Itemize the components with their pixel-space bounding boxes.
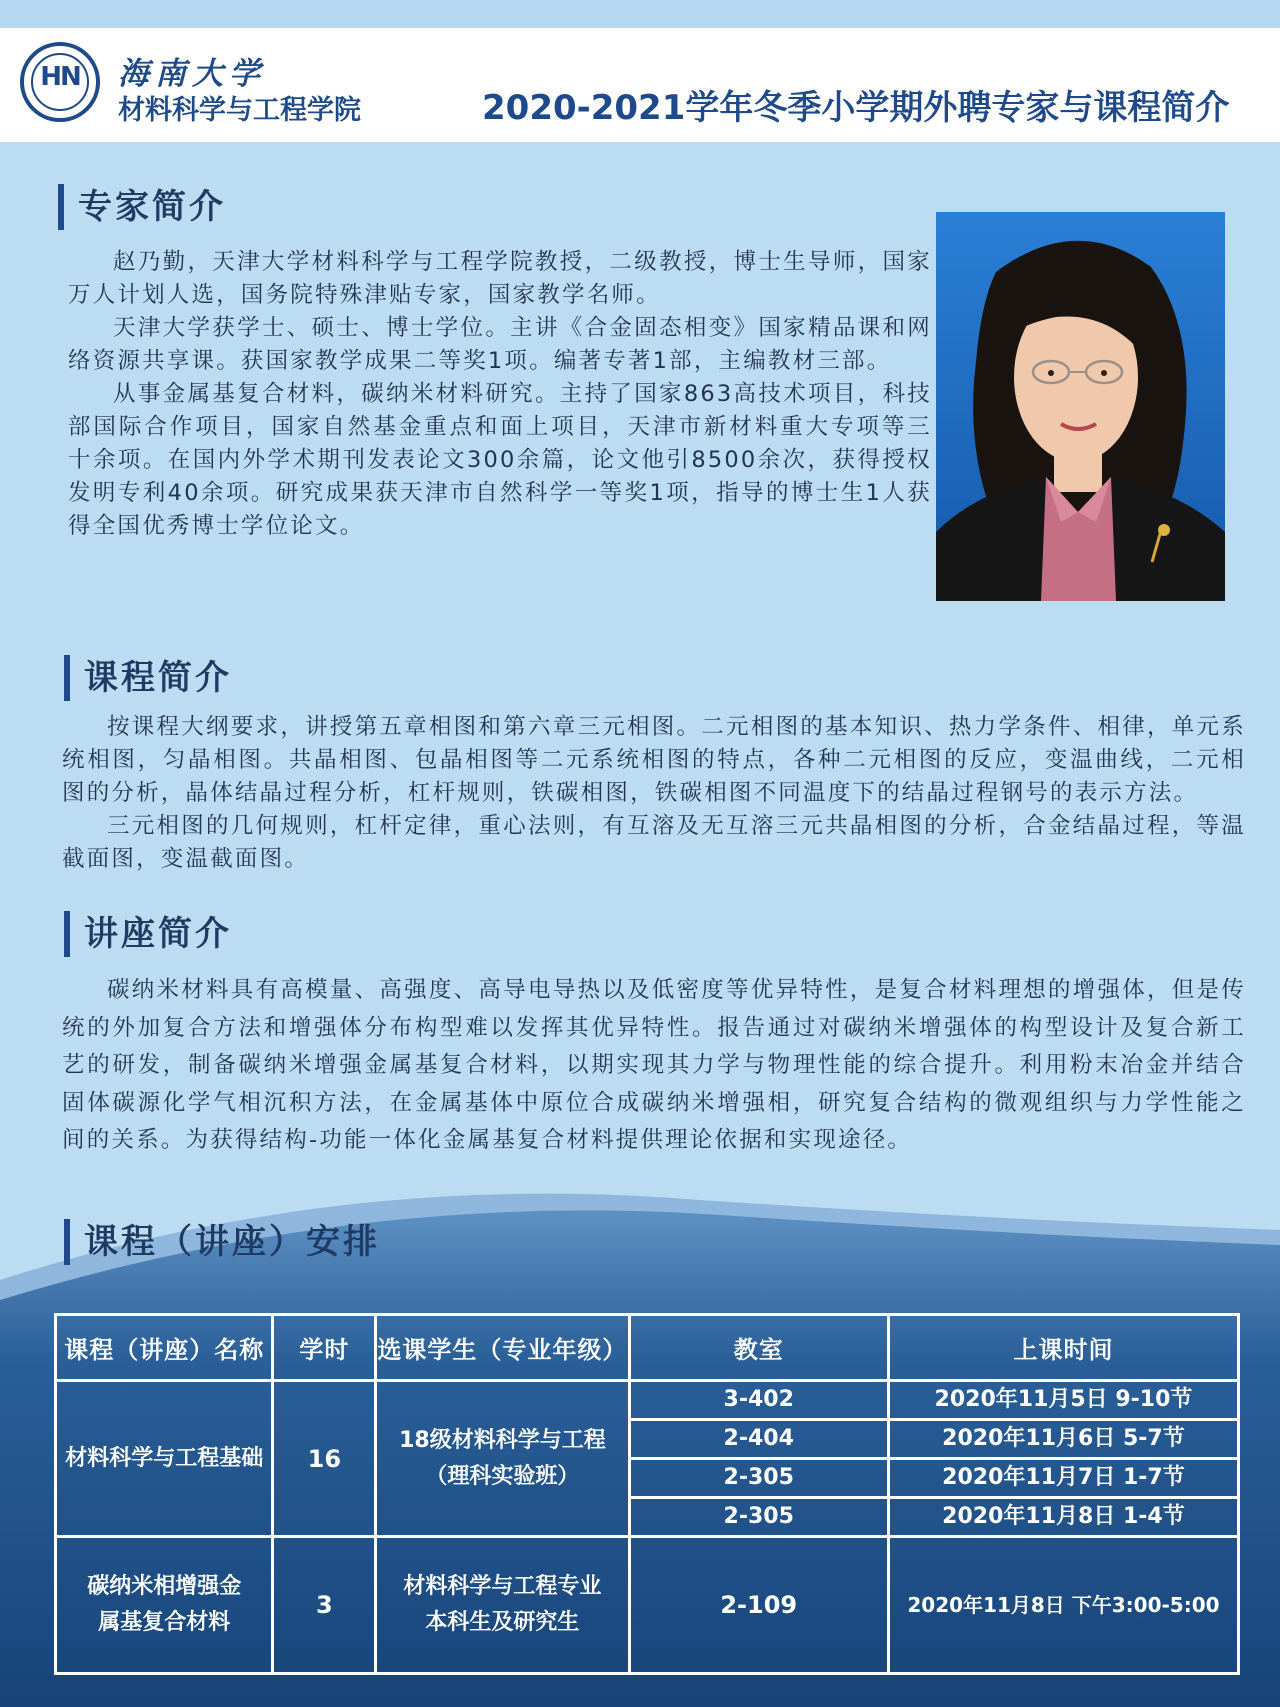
university-name: 海南大学 [118,56,266,92]
course-heading: 课程简介 [64,655,232,701]
course-name-cell [56,1537,273,1674]
column-header: 学时 [273,1315,376,1381]
students-line: 18级材料科学与工程 [399,1427,606,1453]
hours-cell: 16 [273,1381,376,1537]
expert-text [68,246,932,543]
course-name-line: 属基复合材料 [98,1610,231,1635]
course-name-line: 碳纳米相增强金 [87,1574,242,1599]
room-cell: 2-305 [629,1459,888,1498]
room-cell: 2-305 [629,1498,888,1537]
expert-paragraph: 从事金属基复合材料，碳纳米材料研究。主持了国家863高技术项目，科技部国际合作项目，国家自然基金重点和面上项目，天津市新材料重大专项等三十余项。在国内外学术期刊发表论文300余篇，论文他引8500余次，获得授权发明专利40余项。研究成果获天津市自然科学一等奖1项，指导的博士生1人获得全国优秀博士学位论文。 [68,381,932,539]
page-title: 2020-2021学年冬季小学期外聘专家与课程简介 [482,88,1230,128]
students-cell [376,1537,629,1674]
expert-photo [936,212,1225,601]
table-header-row [56,1315,1239,1381]
course-name-cell: 材料科学与工程基础 [56,1381,273,1537]
schedule-table [54,1313,1240,1675]
time-cell: 2020年11月8日 下午3:00-5:00 [888,1537,1238,1674]
table-row [56,1381,1239,1420]
expert-paragraph: 赵乃勤，天津大学材料科学与工程学院教授，二级教授，博士生导师，国家万人计划人选，国务院特殊津贴专家，国家教学名师。 [68,249,932,308]
time-cell: 2020年11月6日 5-7节 [888,1420,1238,1459]
university-logo [20,42,100,122]
students-line: 材料科学与工程专业 [403,1574,602,1599]
students-line: （理科实验班） [425,1463,580,1489]
schedule-heading: 课程（讲座）安排 [64,1219,380,1265]
course-paragraph: 按课程大纲要求，讲授第五章相图和第六章三元相图。二元相图的基本知识、热力学条件、相律，单元系统相图，匀晶相图。共晶相图、包晶相图等二元系统相图的特点，各种二元相图的反应，变温曲线，二元相图的分析，晶体结晶过程分析，杠杆规则，铁碳相图，铁碳相图不同温度下的结晶过程钢号的表示方法。 [62,714,1246,806]
lecture-text [62,972,1246,1160]
column-header: 教室 [629,1315,888,1381]
course-paragraph: 三元相图的几何规则，杠杆定律，重心法则，有互溶及无互溶三元共晶相图的分析，合金结晶过程，等温截面图，变温截面图。 [62,813,1246,872]
column-header: 上课时间 [888,1315,1238,1381]
students-line: 本科生及研究生 [425,1610,580,1635]
column-header: 选课学生（专业年级） [376,1315,629,1381]
room-cell: 2-109 [629,1537,888,1674]
column-header: 课程（讲座）名称 [56,1315,273,1381]
students-cell [376,1381,629,1537]
time-cell: 2020年11月7日 1-7节 [888,1459,1238,1498]
expert-heading: 专家简介 [58,184,226,230]
lecture-heading: 讲座简介 [64,911,232,957]
hours-cell: 3 [273,1537,376,1674]
time-cell: 2020年11月5日 9-10节 [888,1381,1238,1420]
lecture-paragraph: 碳纳米材料具有高模量、高强度、高导电导热以及低密度等优异特性，是复合材料理想的增强体，但是传统的外加复合方法和增强体分布构型难以发挥其优异特性。报告通过对碳纳米增强体的构型设计及复合新工艺的研发，制备碳纳米增强金属基复合材料，以期实现其力学与物理性能的综合提升。利用粉末冶金并结合固体碳源化学气相沉积方法，在金属基体中原位合成碳纳米增强相，研究复合结构的微观组织与力学性能之间的关系。为获得结构-功能一体化金属基复合材料提供理论依据和实现途径。 [62,977,1246,1153]
logo-monogram: HN [40,62,80,92]
header-bar [0,28,1280,142]
college-name: 材料科学与工程学院 [118,95,361,126]
room-cell: 2-404 [629,1420,888,1459]
top-strip [0,0,1280,28]
time-cell: 2020年11月8日 1-4节 [888,1498,1238,1537]
course-text [62,711,1246,876]
table-row [56,1537,1239,1674]
expert-paragraph: 天津大学获学士、硕士、博士学位。主讲《合金固态相变》国家精品课和网络资源共享课。获国家教学成果二等奖1项。编著专著1部，主编教材三部。 [68,315,932,374]
room-cell: 3-402 [629,1381,888,1420]
